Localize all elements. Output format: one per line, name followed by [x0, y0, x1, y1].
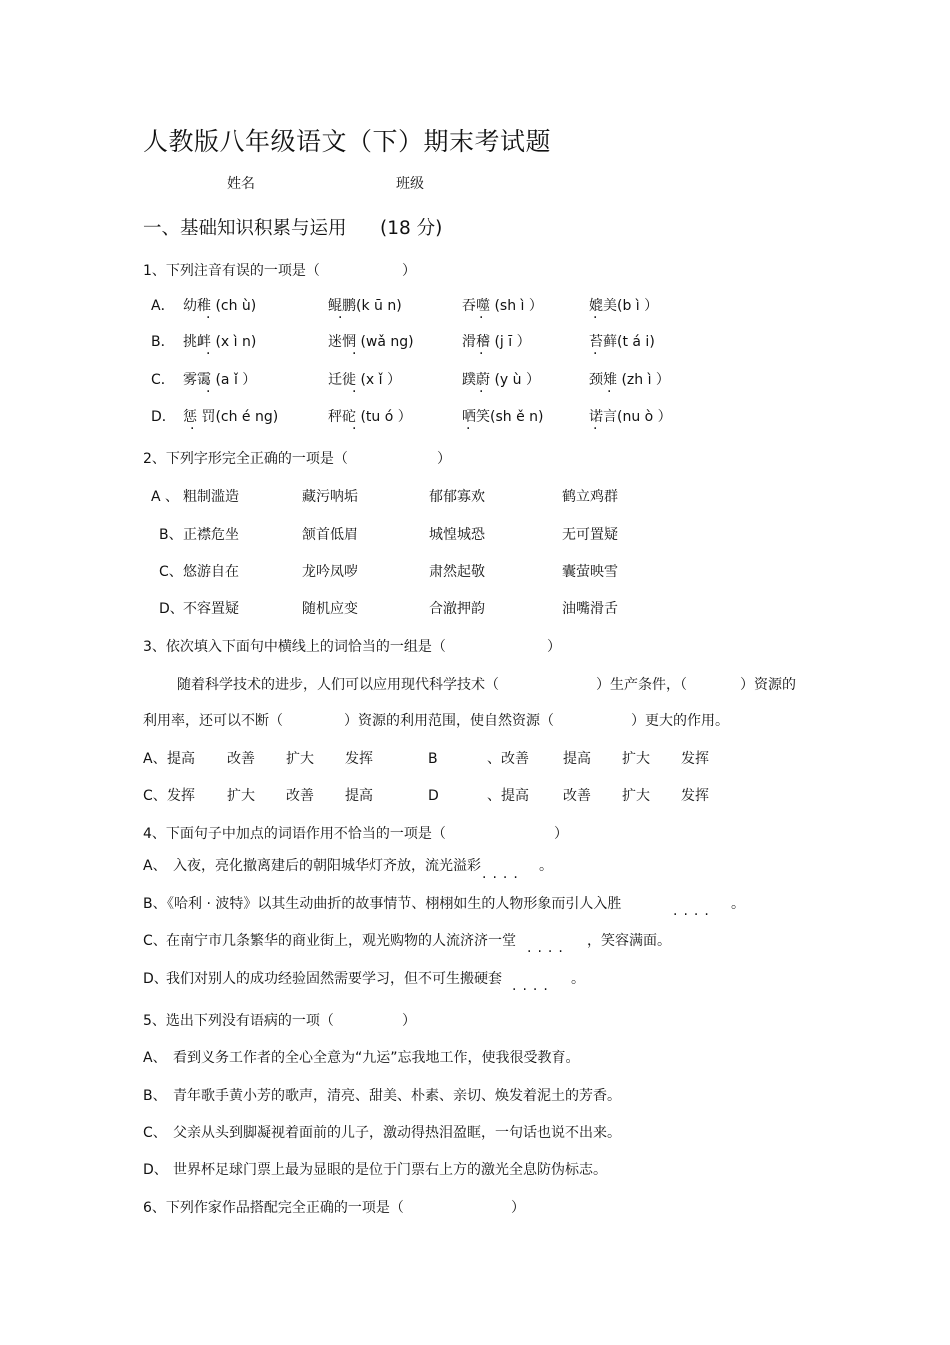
q5-stem: 5、选出下列没有语病的一项（ — [143, 1013, 334, 1029]
q2-item: 正襟危坐 — [183, 527, 239, 543]
emphasis-dot: · — [607, 384, 618, 400]
q4-paren-close: ） — [554, 826, 568, 842]
page-title: 人教版八年级语文（下）期末考试题 — [143, 127, 552, 156]
q1-item: 吞噬 (sh ì ） — [462, 298, 543, 314]
emphasis-dot: · — [593, 346, 604, 362]
q4-letter: A、 — [143, 858, 167, 874]
q1-letter: A． — [151, 298, 175, 314]
q4-letter: C、 — [143, 933, 167, 949]
q2-letter: A 、 — [151, 489, 180, 505]
q5-option-text: 世界杯足球门票上最为显眼的是位于门票右上方的激光全息防伪标志。 — [173, 1162, 607, 1178]
q4-option-text: 《哈利 · 波特》以其生动曲折的故事情节、栩栩如生的人物形象而引人入胜 — [160, 896, 622, 912]
emphasis-dots: ···· — [512, 982, 554, 998]
q3-item: 提高 — [345, 788, 373, 804]
q6-paren-close: ） — [511, 1200, 525, 1216]
q1-item: 惩 罚(ch é ng) — [183, 409, 279, 425]
emphasis-dot: · — [593, 421, 604, 437]
emphasis-dots: ···· — [482, 870, 524, 886]
q1-letter: B． — [151, 334, 175, 350]
emphasis-dot: · — [352, 346, 363, 362]
emphasis-dot: · — [206, 346, 217, 362]
q2-item: 城惶城恐 — [429, 527, 485, 543]
emphasis-dot: · — [206, 384, 217, 400]
q1-item: 媲美(b ì ） — [589, 298, 659, 314]
q4-letter: D、 — [143, 971, 168, 987]
q3-passage: ）更大的作用。 — [631, 713, 729, 729]
q2-item: 粗制滥造 — [183, 489, 239, 505]
section-score: (18 分) — [380, 218, 443, 239]
q2-letter: D、 — [159, 601, 184, 617]
q2-item: 藏污呐垢 — [302, 489, 358, 505]
q3-item: 发挥 — [167, 788, 195, 804]
q3-passage: ）资源的利用范围，使自然资源（ — [344, 713, 554, 729]
q4-stem: 4、下面句子中加点的词语作用不恰当的一项是（ — [143, 826, 446, 842]
q2-item: 郁郁寡欢 — [429, 489, 485, 505]
q1-item: 秤砣 (tu ó ） — [328, 409, 412, 425]
emphasis-dot: · — [466, 421, 477, 437]
q5-paren-close: ） — [402, 1013, 416, 1029]
emphasis-dot: · — [338, 310, 349, 326]
q2-item: 悠游自在 — [183, 564, 239, 580]
q2-item: 鹤立鸡群 — [562, 489, 618, 505]
q1-item: 迁徙 (x ǐ ） — [328, 372, 401, 388]
q1-letter: C． — [151, 372, 175, 388]
q1-item: 迷惘 (wǎ ng) — [328, 334, 414, 350]
q3-item: 提高 — [167, 751, 195, 767]
name-label: 姓名 — [227, 176, 255, 192]
q2-letter: B、 — [159, 527, 183, 543]
q3-item: 、提高 — [487, 788, 529, 804]
q4-option-text: 入夜，亮化撤离建后的朝阳城华灯齐放，流光溢彩 — [173, 858, 481, 874]
q4-letter: B、 — [143, 896, 167, 912]
q2-letter: C、 — [159, 564, 183, 580]
emphasis-dot: · — [352, 384, 363, 400]
q2-paren-close: ） — [437, 451, 451, 467]
q2-item: 合澈押韵 — [429, 601, 485, 617]
q3-paren-close: ） — [547, 639, 561, 655]
q2-item: 无可置疑 — [562, 527, 618, 543]
q5-letter: C、 — [143, 1125, 167, 1141]
q4-option-text: 。 — [571, 971, 585, 987]
q3-item: 发挥 — [681, 751, 709, 767]
q1-item: 苔藓(t á i) — [589, 334, 655, 350]
emphasis-dots: ···· — [527, 944, 569, 960]
q3-item: 发挥 — [681, 788, 709, 804]
q3-passage: ）生产条件，（ — [596, 677, 687, 693]
q5-letter: A、 — [143, 1050, 167, 1066]
q4-option-text: ，笑容满面。 — [587, 933, 671, 949]
q3-item: 提高 — [563, 751, 591, 767]
class-label: 班级 — [396, 176, 424, 192]
emphasis-dot: · — [352, 421, 363, 437]
emphasis-dot: · — [479, 384, 490, 400]
q3-item: 扩大 — [286, 751, 314, 767]
q3-item: 、改善 — [487, 751, 529, 767]
q1-stem: 1、下列注音有误的一项是（ — [143, 263, 320, 279]
q3-item: 改善 — [286, 788, 314, 804]
q1-item: 挑衅 (x ì n) — [183, 334, 257, 350]
q5-option-text: 看到义务工作者的全心全意为“九运”忘我地工作，使我很受教育。 — [173, 1050, 580, 1066]
q4-option-text: 。 — [539, 858, 553, 874]
q3-passage: ）资源的 — [740, 677, 796, 693]
q5-option-text: 青年歌手黄小芳的歌声，清亮、甜美、朴素、亲切、焕发着泥土的芳香。 — [173, 1088, 621, 1104]
q3-letter: A、 — [143, 751, 167, 767]
q4-option-text: 在南宁市几条繁华的商业街上，观光购物的人流济济一堂 — [166, 933, 516, 949]
q3-letter: C、 — [143, 788, 167, 804]
emphasis-dot: · — [593, 310, 604, 326]
q3-letter: B — [428, 751, 438, 767]
q2-item: 油嘴滑舌 — [562, 601, 618, 617]
q2-item: 随机应变 — [302, 601, 358, 617]
q1-letter: D． — [151, 409, 176, 425]
q6-stem: 6、下列作家作品搭配完全正确的一项是（ — [143, 1200, 404, 1216]
q3-item: 改善 — [563, 788, 591, 804]
q3-stem: 3、依次填入下面句中横线上的词恰当的一组是（ — [143, 639, 446, 655]
q2-item: 不容置疑 — [183, 601, 239, 617]
emphasis-dot: · — [479, 346, 490, 362]
q3-passage: 随着科学技术的进步，人们可以应用现代科学技术（ — [177, 677, 499, 693]
q1-item: 蹼蔚 (y ù ） — [462, 372, 540, 388]
q5-option-text: 父亲从头到脚凝视着面前的儿子，激动得热泪盈眶，一句话也说不出来。 — [173, 1125, 621, 1141]
q3-item: 扩大 — [622, 751, 650, 767]
q4-option-text: 。 — [731, 896, 745, 912]
q2-item: 龙吟凤哕 — [302, 564, 358, 580]
q3-item: 发挥 — [345, 751, 373, 767]
q2-item: 囊萤映雪 — [562, 564, 618, 580]
q5-letter: D、 — [143, 1162, 168, 1178]
q4-option-text: 我们对别人的成功经验固然需要学习，但不可生搬硬套 — [166, 971, 502, 987]
emphasis-dots: ···· — [673, 907, 715, 923]
q1-item: 诺言(nu ò ） — [589, 409, 672, 425]
q3-item: 扩大 — [227, 788, 255, 804]
q1-item: 哂笑(sh ě n) — [462, 409, 544, 425]
q3-passage: 利用率，还可以不断（ — [143, 713, 283, 729]
q1-item: 颈雉 (zh ì ） — [589, 372, 670, 388]
emphasis-dot: · — [206, 310, 217, 326]
q3-item: 改善 — [227, 751, 255, 767]
emphasis-dot: · — [479, 310, 490, 326]
q3-item: 扩大 — [622, 788, 650, 804]
q1-item: 滑稽 (j ī ） — [462, 334, 531, 350]
q3-letter: D — [428, 788, 439, 804]
q1-paren-close: ） — [402, 263, 416, 279]
q5-letter: B、 — [143, 1088, 167, 1104]
q2-item: 肃然起敬 — [429, 564, 485, 580]
section-heading: 一、基础知识积累与运用 — [143, 218, 347, 239]
q1-item: 鲲鹏(k ū n) — [328, 298, 402, 314]
q1-item: 幼稚 (ch ù) — [183, 298, 257, 314]
q1-item: 雾霭 (a ǐ ） — [183, 372, 257, 388]
emphasis-dot: · — [190, 421, 201, 437]
q2-stem: 2、下列字形完全正确的一项是（ — [143, 451, 348, 467]
q2-item: 颔首低眉 — [302, 527, 358, 543]
